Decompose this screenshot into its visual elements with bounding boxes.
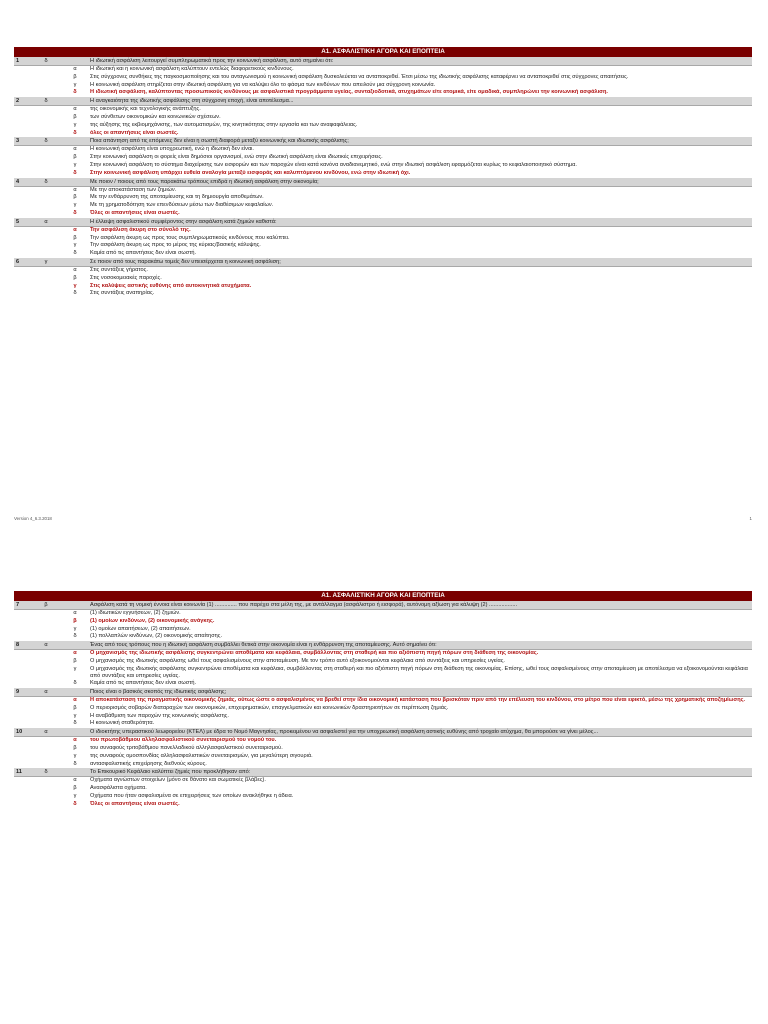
sheet-page-1: [14, 47, 752, 298]
letter-spacer: [60, 57, 90, 65]
num-spacer: [14, 618, 32, 626]
answer-key: δ: [44, 769, 48, 776]
option-letter: δ: [73, 633, 77, 640]
question-number: 8: [16, 642, 20, 649]
option-row: [14, 275, 752, 283]
option-letter: δ: [73, 290, 77, 297]
option-letter: δ: [73, 760, 77, 767]
option-row: [14, 74, 752, 82]
question-number: 10: [16, 729, 23, 736]
option-text: Η κοινωνική σταθερότητα.: [90, 720, 155, 727]
num-spacer: [14, 666, 32, 680]
question-text: Ο ιδιοκτήτης υπεραστικού λεωφορείου (ΚΤΕΛ) με έδρα το Νομό Μαγνησίας, προκειμένου να ασφαλιστεί για την υποχρεωτική ασφάλιση αστικής ευθύνης από τροχαίο ατύχημα, θα μπορούσε να γίνει μέλος...: [90, 729, 599, 736]
ans-spacer: [32, 610, 60, 618]
num-spacer: [14, 122, 32, 130]
ans-spacer: [32, 89, 60, 97]
option-row: [14, 793, 752, 801]
option-text: Οχήματα που ήταν ασφαλισμένα σε επιχειρήσεις των οποίων ανακλήθηκε η άδεια.: [90, 792, 294, 799]
option-row: [14, 202, 752, 210]
question-text: Το Επικουρικό Κεφάλαιο καλύπτει ζημιές που προκλήθηκαν από:: [90, 769, 251, 776]
ans-spacer: [32, 275, 60, 283]
num-spacer: [14, 680, 32, 688]
question-row: [14, 57, 752, 66]
num-spacer: [14, 761, 32, 769]
option-row-correct: [14, 737, 752, 745]
question-text: Ποια απάντηση από τις επόμενες δεν είναι η σωστή διαφορά μεταξύ κοινωνικής και ιδιωτικής ασφάλισης;: [90, 138, 349, 145]
option-row: [14, 114, 752, 122]
ans-spacer: [32, 650, 60, 658]
question-number: 3: [16, 138, 20, 145]
option-letter: β: [73, 274, 77, 281]
num-spacer: [14, 114, 32, 122]
question-row: [14, 601, 752, 610]
option-text: του συναφούς τριτοβάθμιου πανελλαδικού αλληλασφαλιστικού συνεταιρισμού.: [90, 744, 283, 751]
ans-spacer: [32, 130, 60, 138]
ans-spacer: [32, 761, 60, 769]
ans-spacer: [32, 290, 60, 298]
option-row: [14, 666, 752, 680]
question-number: 7: [16, 602, 20, 608]
answer-key: δ: [44, 58, 48, 64]
ans-spacer: [32, 114, 60, 122]
option-row-correct: [14, 227, 752, 235]
ans-spacer: [32, 705, 60, 713]
option-text: Ανασφάλιστα οχήματα.: [90, 785, 147, 792]
num-spacer: [14, 745, 32, 753]
question-text: Ποιος είναι ο βασικός σκοπός της ιδιωτικής ασφάλισης;: [90, 688, 227, 695]
option-text: Ο μηχανισμός της ιδιωτικής ασφάλισης ωθεί τους ασφαλισμένους στην αποταμίευση. Με τον τρόπο αυτό εξοικονομούνται κεφάλαια από συντάξεις και υπηρεσίες υγείας.: [90, 657, 505, 664]
option-text: (1) ομοίων απαιτήσεων, (2) απαιτήσεων.: [90, 625, 191, 632]
option-letter: β: [73, 744, 77, 751]
ans-spacer: [32, 122, 60, 130]
option-letter: γ: [73, 202, 77, 209]
letter-spacer: [60, 137, 90, 145]
num-spacer: [14, 283, 32, 291]
option-row-correct: [14, 130, 752, 138]
ans-spacer: [32, 633, 60, 641]
num-spacer: [14, 162, 32, 170]
num-spacer: [14, 267, 32, 275]
option-letter: γ: [73, 121, 77, 128]
option-text: Όλες οι απαντήσεις είναι σωστές.: [90, 209, 180, 216]
ans-spacer: [32, 194, 60, 202]
option-text: της οικονομικής και τεχνολογικής ανάπτυξης.: [90, 106, 201, 113]
ans-spacer: [32, 697, 60, 705]
ans-spacer: [32, 680, 60, 688]
num-spacer: [14, 227, 32, 235]
question-number: 5: [16, 218, 20, 225]
option-row: [14, 633, 752, 641]
option-row: [14, 705, 752, 713]
option-row: [14, 777, 752, 785]
ans-spacer: [32, 666, 60, 680]
question-row: [14, 178, 752, 187]
ans-spacer: [32, 283, 60, 291]
ans-spacer: [32, 777, 60, 785]
option-letter: α: [73, 696, 77, 703]
option-row: [14, 66, 752, 74]
option-row-correct: [14, 89, 752, 97]
option-letter: δ: [73, 680, 77, 687]
num-spacer: [14, 194, 32, 202]
ans-spacer: [32, 82, 60, 90]
option-letter: α: [73, 226, 77, 233]
num-spacer: [14, 154, 32, 162]
option-row: [14, 290, 752, 298]
option-text: (1) πολλαπλών κινδύνων, (2) οικονομικής απαίτησης.: [90, 633, 223, 640]
ans-spacer: [32, 210, 60, 218]
option-text: Με την ενθάρρυνση της αποταμίευσης και τη δημιουργία αποθεμάτων.: [90, 194, 264, 201]
question-number: 11: [16, 769, 22, 776]
question-text: Η ιδιωτική ασφάλιση λειτουργεί συμπληρωματικά προς την κοινωνική ασφάλιση, αυτό σημαίνει ότι:: [90, 58, 334, 64]
option-letter: γ: [73, 625, 77, 632]
num-spacer: [14, 610, 32, 618]
option-letter: β: [73, 113, 77, 120]
option-text: (1) ομοίων κινδύνων, (2) οικονομικής ανάγκης.: [90, 617, 215, 624]
option-letter: β: [73, 704, 77, 711]
option-text: Η κοινωνική ασφάλιση στηρίζεται στην ιδιωτική ασφάλιση για να καλύψει όλο το φάσμα των κινδύνων που απειλούν μια σύγχρονη κοινωνία.: [90, 81, 436, 88]
option-row-correct: [14, 697, 752, 705]
num-spacer: [14, 89, 32, 97]
letter-spacer: [60, 641, 90, 649]
option-text: Η ιδιωτική και η κοινωνική ασφάλιση καλύπτουν εντελώς διαφορετικούς κινδύνους.: [90, 66, 294, 72]
num-spacer: [14, 66, 32, 74]
ans-spacer: [32, 146, 60, 154]
option-row: [14, 761, 752, 769]
option-text: Η κοινωνική ασφάλιση είναι υποχρεωτική, ενώ η ιδιωτική δεν είναι.: [90, 146, 254, 153]
option-row: [14, 250, 752, 258]
ans-spacer: [32, 74, 60, 82]
option-row-correct: [14, 210, 752, 218]
option-letter: β: [73, 785, 77, 792]
ans-spacer: [32, 745, 60, 753]
letter-spacer: [60, 728, 90, 736]
letter-spacer: [60, 258, 90, 266]
ans-spacer: [32, 170, 60, 178]
ans-spacer: [32, 250, 60, 258]
option-text: Στις καλύψεις αστικής ευθύνης από αυτοκινητικά ατυχήματα.: [90, 282, 252, 289]
question-row: [14, 218, 752, 227]
num-spacer: [14, 242, 32, 250]
num-spacer: [14, 737, 32, 745]
ans-spacer: [32, 242, 60, 250]
option-text: Καμία από τις απαντήσεις δεν είναι σωστή.: [90, 680, 197, 687]
num-spacer: [14, 633, 32, 641]
version-label: Version 4_6.3.2018: [14, 516, 52, 521]
option-letter: α: [73, 266, 77, 273]
option-letter: γ: [73, 712, 77, 719]
option-letter: α: [73, 777, 77, 784]
ans-spacer: [32, 720, 60, 728]
ans-spacer: [32, 737, 60, 745]
answer-key: δ: [44, 138, 48, 145]
page-number: 1: [749, 516, 752, 521]
option-text: Στις συντάξεις γήρατος.: [90, 266, 148, 273]
option-text: Στις συντάξεις αναπηρίας.: [90, 290, 155, 297]
option-row: [14, 194, 752, 202]
num-spacer: [14, 187, 32, 195]
option-letter: β: [73, 617, 77, 624]
option-row: [14, 753, 752, 761]
num-spacer: [14, 170, 32, 178]
option-row: [14, 154, 752, 162]
option-text: Ο περιορισμός σοβαρών διαταραχών των οικονομικών, επιχειρηματικών, επαγγελματικών και κοινωνικών δραστηριοτήτων σε περίπτωση ζημιάς.: [90, 704, 449, 711]
answer-key: β: [44, 602, 48, 608]
num-spacer: [14, 235, 32, 243]
ans-spacer: [32, 658, 60, 666]
option-text: Στις σύγχρονες συνθήκες της παγκοσμιοποίησης και του ανταγωνισμού η κοινωνική ασφάλιση δυσκολεύεται να ανταποκριθεί. Έτσι μέσω της ιδιωτικής ασφάλισης καταφέρνει να ανταποκριθεί στις σύγχρονες απαιτήσεις.: [90, 73, 629, 80]
option-row-correct: [14, 170, 752, 178]
option-row: [14, 658, 752, 666]
question-number: 4: [16, 178, 20, 185]
ans-spacer: [32, 66, 60, 74]
option-text: της συναφούς ομοσπονδίας αλληλασφαλιστικών συνεταιρισμών, για μεγαλύτερη σιγουριά.: [90, 752, 313, 759]
option-text: Ο μηχανισμός της ιδιωτικής ασφάλισης συγκεντρώνει αποθέματα και κεφάλαια, συμβάλλοντας στη σταθερή και πιο αξιόπιστη πηγή πόρων στη διάθεση της οικονομίας. Επίσης, ωθεί τους ασφαλισμένους στην αποταμίευση με αποτέλεσμα να εξοικονομούνται κεφάλαια από συντάξεις και υπηρεσίες υγείας.: [90, 665, 748, 679]
num-spacer: [14, 785, 32, 793]
ans-spacer: [32, 106, 60, 114]
answer-key: α: [44, 642, 48, 649]
question-row: [14, 97, 752, 106]
ans-spacer: [32, 626, 60, 634]
option-letter: α: [73, 610, 77, 616]
question-text: Η έλλειψη ασφαλιστικού συμφέροντος στην ασφάλιση κατά ζημιών καθιστά:: [90, 218, 277, 225]
option-text: Με την αποκατάσταση των ζημιών.: [90, 186, 177, 193]
question-row: [14, 728, 752, 737]
option-letter: β: [73, 657, 77, 664]
option-row: [14, 242, 752, 250]
num-spacer: [14, 74, 32, 82]
option-text: Την ασφάλιση άκυρη ως προς τους συμπληρωματικούς κινδύνους που καλύπτει.: [90, 234, 290, 241]
ans-spacer: [32, 713, 60, 721]
num-spacer: [14, 777, 32, 785]
question-number: 2: [16, 98, 20, 105]
option-row: [14, 267, 752, 275]
option-row: [14, 680, 752, 688]
option-letter: γ: [73, 665, 77, 672]
option-letter: δ: [73, 169, 77, 176]
num-spacer: [14, 210, 32, 218]
ans-spacer: [32, 187, 60, 195]
letter-spacer: [60, 97, 90, 105]
answer-key: γ: [44, 258, 48, 265]
option-letter: γ: [73, 792, 77, 799]
option-row: [14, 610, 752, 618]
option-text: Η ιδιωτική ασφάλιση, καλύπτοντας προσωπικούς κινδύνους με ασφαλιστικά προγράμματα υγείας, συνταξιοδοτικά, ατυχημάτων είτε ατομικά, είτε ομαδικά, συμπληρώνει την κοινωνική ασφάλιση.: [90, 89, 608, 96]
option-row-correct: [14, 618, 752, 626]
question-number: 6: [16, 258, 20, 265]
section-header: Α1. ΑΣΦΑΛΙΣΤΙΚΗ ΑΓΟΡΑ ΚΑΙ ΕΠΟΠΤΕΙΑ: [14, 591, 752, 601]
option-text: Την ασφάλιση άκυρη ως προς το μέρος της κύριας/βασικής κάλυψης.: [90, 242, 261, 249]
ans-spacer: [32, 227, 60, 235]
option-text: Οχήματα αγνώστων στοιχείων (μόνο σε θάνατο και σωματικές βλάβες).: [90, 777, 266, 784]
letter-spacer: [60, 178, 90, 186]
sheet-page-2: [14, 591, 752, 809]
num-spacer: [14, 753, 32, 761]
ans-spacer: [32, 801, 60, 809]
option-letter: β: [73, 73, 77, 80]
option-letter: β: [73, 154, 77, 161]
num-spacer: [14, 106, 32, 114]
option-letter: γ: [73, 752, 77, 759]
question-text: Με ποιον / ποιους από τους παρακάτω τρόπους επιδρά η ιδιωτική ασφάλιση στην οικονομία;: [90, 178, 319, 185]
option-letter: α: [73, 186, 77, 193]
letter-spacer: [60, 768, 90, 776]
option-text: όλες οι απαντήσεις είναι σωστές.: [90, 129, 179, 136]
option-text: των σύνθετων οικονομικών και κοινωνικών σχέσεων.: [90, 113, 221, 120]
option-row: [14, 720, 752, 728]
num-spacer: [14, 658, 32, 666]
ans-spacer: [32, 235, 60, 243]
num-spacer: [14, 202, 32, 210]
question-number: 9: [16, 688, 20, 695]
num-spacer: [14, 130, 32, 138]
question-list: [14, 57, 752, 298]
option-letter: α: [73, 146, 77, 153]
option-letter: γ: [73, 282, 77, 289]
question-text: Η αναγκαιότητα της ιδιωτικής ασφάλισης στη σύγχρονη εποχή, είναι αποτέλεσμα...: [90, 98, 294, 105]
option-letter: α: [73, 66, 77, 72]
num-spacer: [14, 146, 32, 154]
num-spacer: [14, 720, 32, 728]
option-text: Ο μηχανισμός της ιδιωτικής ασφάλισης συγκεντρώνει αποθέματα και κεφάλαια, συμβάλλοντας στη σταθερή και πιο αξιόπιστη πηγή πόρων στη διάθεση της οικονομίας.: [90, 650, 539, 657]
option-row: [14, 146, 752, 154]
num-spacer: [14, 275, 32, 283]
answer-key: α: [44, 688, 48, 695]
option-text: Στις νοσοκομειακές παροχές.: [90, 274, 162, 281]
question-row: [14, 768, 752, 777]
question-row: [14, 688, 752, 697]
option-text: Με τη χρηματοδότηση των επενδύσεων μέσω των διαθέσιμων κεφαλαίων.: [90, 202, 274, 209]
ans-spacer: [32, 785, 60, 793]
num-spacer: [14, 650, 32, 658]
option-letter: δ: [73, 800, 77, 807]
option-letter: δ: [73, 129, 77, 136]
letter-spacer: [60, 218, 90, 226]
option-row: [14, 122, 752, 130]
option-text: Όλες οι απαντήσεις είναι σωστές.: [90, 800, 180, 807]
num-spacer: [14, 697, 32, 705]
question-text: Ένας από τους τρόπους που η ιδιωτική ασφάλιση συμβάλλει θετικά στην οικονομία είναι η ενθάρρυνση της αποταμίευσης. Αυτό σημαίνει ότι:: [90, 642, 437, 649]
option-text: Καμία από τις απαντήσεις δεν είναι σωστή.: [90, 250, 197, 257]
option-letter: β: [73, 194, 77, 201]
question-row: [14, 641, 752, 650]
ans-spacer: [32, 267, 60, 275]
option-letter: α: [73, 737, 77, 744]
ans-spacer: [32, 618, 60, 626]
option-text: Στην κοινωνική ασφάλιση οι φορείς είναι δημόσιοι οργανισμοί, ενώ στην ιδιωτική ασφάλιση είναι ιδιωτικές επιχειρήσεις.: [90, 154, 383, 161]
question-text: Ασφάλιση κατά τη νομική έννοια είναι κοινωνία (1) .............. που παρέχει στα μέλη της, με αντάλλαγμα (ασφάλιστρο ή εισφορά), αυτόνομη αξίωση για κάλυψη (2) ..................: [90, 602, 518, 608]
question-number: 1: [16, 58, 20, 64]
ans-spacer: [32, 753, 60, 761]
option-letter: γ: [73, 161, 77, 168]
option-letter: δ: [73, 89, 77, 96]
option-letter: α: [73, 650, 77, 657]
option-row: [14, 745, 752, 753]
answer-key: δ: [44, 98, 48, 105]
option-text: Την ασφάλιση άκυρη στο σύνολό της.: [90, 226, 191, 233]
option-text: (1) ιδιωτικών εγγυήσεων, (2) ζημιών.: [90, 610, 181, 616]
num-spacer: [14, 705, 32, 713]
question-text: Σε ποιον από τους παρακάτω τομείς δεν υπεισέρχεται η κοινωνική ασφάλιση;: [90, 258, 281, 265]
option-text: Η αναβάθμιση των παροχών της κοινωνικής ασφάλισης.: [90, 712, 229, 719]
question-list: [14, 601, 752, 809]
num-spacer: [14, 250, 32, 258]
option-row-correct: [14, 801, 752, 809]
option-row: [14, 162, 752, 170]
option-letter: δ: [73, 720, 77, 727]
answer-key: δ: [44, 178, 48, 185]
option-letter: δ: [73, 209, 77, 216]
ans-spacer: [32, 162, 60, 170]
section-header: Α1. ΑΣΦΑΛΙΣΤΙΚΗ ΑΓΟΡΑ ΚΑΙ ΕΠΟΠΤΕΙΑ: [14, 47, 752, 57]
num-spacer: [14, 626, 32, 634]
option-text: Η αποκατάσταση της πραγματικής οικονομικής ζημιάς, ούτως ώστε ο ασφαλισμένος να βρεθεί στην ίδια οικονομική κατάσταση που βρισκόταν πριν από την επέλευση του κινδύνου, στο μέτρο που είναι εφικτό, μέσω της χρηματικής αποζημίωσης.: [90, 696, 746, 703]
option-letter: α: [73, 106, 77, 113]
option-row-correct: [14, 650, 752, 658]
answer-key: α: [44, 729, 48, 736]
question-row: [14, 258, 752, 267]
option-row: [14, 785, 752, 793]
option-text: της αύξησης της εκβιομηχάνισης, των αυτοματισμών, της κινητικότητας στην εργασία και των αναφαφάλειας.: [90, 121, 358, 128]
num-spacer: [14, 82, 32, 90]
option-letter: β: [73, 234, 77, 241]
num-spacer: [14, 713, 32, 721]
option-letter: γ: [73, 81, 77, 88]
ans-spacer: [32, 793, 60, 801]
ans-spacer: [32, 202, 60, 210]
ans-spacer: [32, 154, 60, 162]
num-spacer: [14, 801, 32, 809]
option-text: Στην κοινωνική ασφάλιση υπάρχει ευθεία αναλογία μεταξύ εισφοράς και καλυπτόμενου κινδύνου, ενώ στην ιδιωτική όχι.: [90, 169, 411, 176]
num-spacer: [14, 290, 32, 298]
option-text: αντασφαλιστικής επιχείρησης διεθνούς κύρους.: [90, 760, 207, 767]
option-row: [14, 106, 752, 114]
letter-spacer: [60, 601, 90, 609]
option-row: [14, 82, 752, 90]
option-letter: γ: [73, 242, 77, 249]
letter-spacer: [60, 688, 90, 696]
option-text: του πρωτοβάθμιου αλληλασφαλιστικού συνεταιρισμού του νομού του.: [90, 737, 277, 744]
option-text: Στην κοινωνική ασφάλιση το σύστημα διαχείρισης των εισφορών και των παροχών είναι κατά κανόνα αναδιανεμητικό, ενώ στην ιδιωτική ασφάλιση εφαρμόζεται κυρίως το κεφαλαιοποιητικό σύστημα.: [90, 161, 577, 168]
option-letter: δ: [73, 250, 77, 257]
num-spacer: [14, 793, 32, 801]
answer-key: α: [44, 218, 48, 225]
